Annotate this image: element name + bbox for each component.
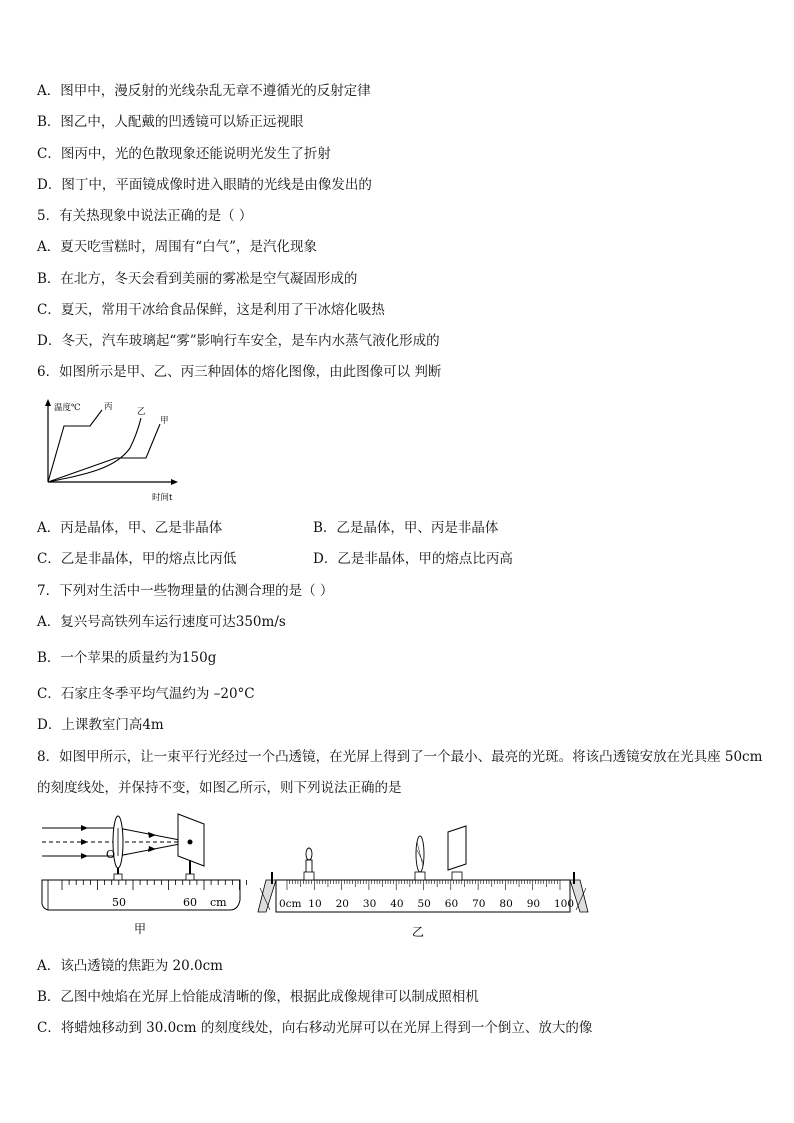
q6-option-c: C．乙是非晶体，甲的熔点比丙低 (37, 551, 237, 567)
q8-option-b: B．乙图中烛焰在光屏上恰能成清晰的像，根据此成像规律可以制成照相机 (37, 989, 479, 1005)
graph-x-arrow (171, 479, 178, 485)
q7-option-c: C．石家庄冬季平均气温约为 –20°C (37, 686, 255, 702)
q8-option-c: C．将蜡烛移动到 30.0cm 的刻度线处，向右移动光屏可以在光屏上得到一个倒立、放大的像 (37, 1020, 593, 1036)
focus-spot (188, 840, 193, 845)
jia-caption: 甲 (134, 922, 147, 936)
yi-tick-label: 70 (472, 898, 486, 910)
yi-tick-label: 0cm (279, 898, 302, 910)
q5-stem: 5．有关热现象中说法正确的是（ ） (37, 208, 253, 224)
yi-screen (448, 826, 466, 870)
curve-bing-label: 丙 (104, 402, 113, 412)
q7-option-a: A．复兴号高铁列车运行速度可达350m/s (37, 614, 286, 630)
q6-option-a: A．丙是晶体，甲、乙是非晶体 (37, 520, 223, 536)
yi-tick-label: 60 (444, 898, 459, 910)
curve-jia (48, 424, 160, 482)
figure-yi-optical-bench (254, 818, 594, 942)
q4-option-b: B．图乙中，人配戴的凹透镜可以矫正远视眼 (37, 114, 304, 130)
yi-caption: 乙 (412, 925, 425, 939)
q4-option-a: A．图甲中，漫反射的光线杂乱无章不遵循光的反射定律 (37, 83, 371, 99)
q8-stem-line1: 8．如图甲所示，让一束平行光经过一个凸透镜，在光屏上得到了一个最小、最亮的光斑。将该凸透镜安放在光具座 50cm (37, 749, 763, 765)
yi-tick-label: 10 (308, 898, 322, 910)
q6-option-d: D．乙是非晶体，甲的熔点比丙高 (313, 551, 513, 567)
jia-tick-50: 50 (112, 896, 126, 909)
q4-option-c: C．图丙中，光的色散现象还能说明光发生了折射 (37, 146, 331, 162)
q5-option-c: C．夏天，常用干冰给食品保鲜，这是利用了干冰熔化吸热 (37, 302, 385, 318)
curve-jia-label: 甲 (160, 416, 169, 426)
yi-left-leg (258, 880, 276, 912)
yi-tick-label: 50 (417, 898, 431, 910)
yi-tick-label: 30 (362, 898, 377, 910)
curve-yi (48, 418, 141, 482)
graph-y-arrow (45, 399, 51, 406)
q7-stem: 7．下列对生活中一些物理量的估测合理的是（ ） (37, 583, 334, 599)
yi-tick-label: 90 (526, 898, 541, 910)
yi-tick-label: 20 (335, 898, 349, 910)
q5-option-b: B．在北方，冬天会看到美丽的雾凇是空气凝固形成的 (37, 271, 358, 287)
q5-option-d: D．冬天，汽车玻璃起“雾”影响行车安全，是车内水蒸气液化形成的 (37, 333, 440, 349)
q4-option-d: D．图丁中，平面镜成像时进入眼睛的光线是由像发出的 (37, 177, 372, 193)
candle-flame (306, 848, 312, 860)
q8-option-a: A．该凸透镜的焦距为 20.0cm (37, 958, 223, 974)
yi-tick-label: 100 (554, 898, 575, 910)
q8-stem-line2: 的刻度线处，并保持不变，如图乙所示，则下列说法正确的是 (37, 780, 402, 796)
yi-tick-label: 40 (390, 898, 404, 910)
yi-tick-label: 80 (499, 898, 513, 910)
q7-option-d: D．上课教室门高4m (37, 717, 164, 733)
figure-jia-lens (38, 808, 248, 938)
q5-option-a: A．夏天吃雪糕时，周围有“白气”，是汽化现象 (37, 239, 318, 255)
curve-yi-label: 乙 (137, 407, 146, 417)
q6-stem: 6．如图所示是甲、乙、丙三种固体的熔化图像，由此图像可以 判断 (37, 364, 442, 380)
graph-xlabel: 时间t (152, 493, 173, 503)
q7-option-b: B．一个苹果的质量约为150g (37, 650, 217, 666)
graph-ylabel: 温度℃ (54, 403, 81, 413)
jia-tick-60: 60 (183, 896, 197, 909)
melting-graph-figure (38, 396, 188, 506)
lens-center-label: O (106, 848, 116, 861)
q6-option-b: B．乙是晶体，甲、丙是非晶体 (313, 520, 499, 536)
jia-ruler-ticks (62, 880, 247, 890)
jia-unit: cm (210, 896, 227, 909)
